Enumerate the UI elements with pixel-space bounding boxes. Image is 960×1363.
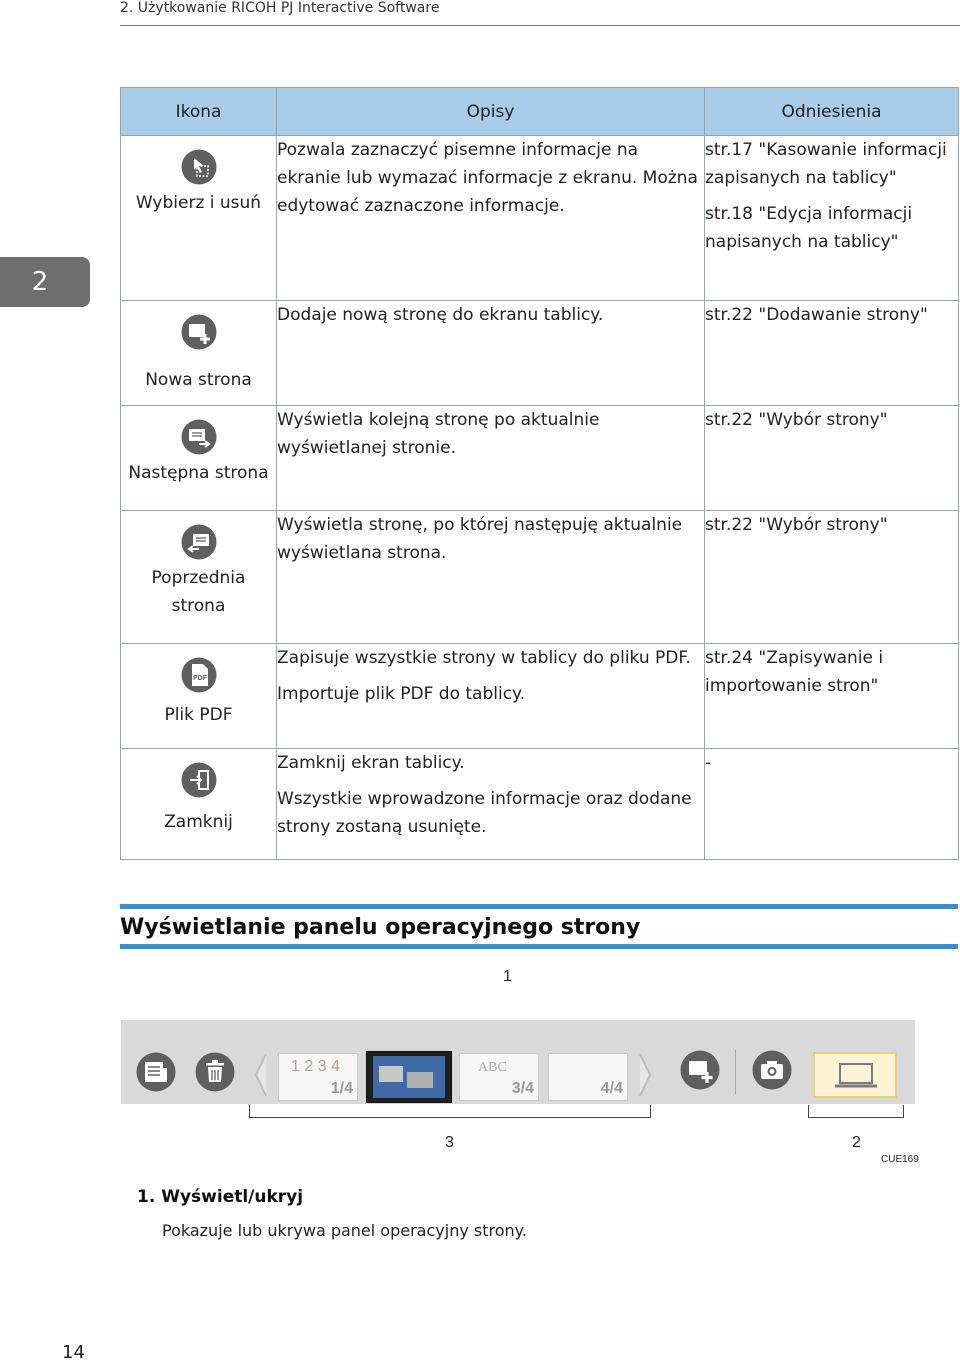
icon-label: Poprzednia strona: [151, 568, 246, 616]
close-exit-icon: [181, 762, 217, 798]
reference-link[interactable]: str.22 "Wybór strony": [705, 410, 888, 430]
icon-label: Następna strona: [128, 463, 269, 483]
description-text: Wyświetla stronę, po której następuję aktualnie wyświetlana strona.: [277, 515, 683, 563]
trash-icon[interactable]: [195, 1052, 235, 1092]
page-number-label: 1/4: [330, 1080, 353, 1097]
page-thumbnail[interactable]: [278, 1053, 358, 1101]
page-number: 14: [62, 1342, 85, 1363]
thumbnail-window: [379, 1066, 403, 1082]
page-thumbnail[interactable]: [459, 1053, 539, 1101]
section-title: Wyświetlanie panelu operacyjnego strony: [120, 915, 641, 940]
table-row: [121, 644, 959, 749]
running-header: 2. Użytkowanie RICOH PJ Interactive Software: [120, 0, 440, 16]
next-page-icon: [181, 419, 217, 455]
section-bottom-rule: [120, 944, 958, 949]
pdf-file-icon: [181, 657, 217, 693]
display-screen-button[interactable]: [813, 1052, 897, 1098]
panel-divider: [735, 1050, 736, 1094]
new-page-icon[interactable]: [680, 1050, 720, 1090]
description-text: Wyświetla kolejną stronę po aktualnie wyświetlanej stronie.: [277, 410, 600, 458]
description-text: Dodaje nową stronę do ekranu tablicy.: [277, 305, 604, 325]
icon-table: [120, 87, 959, 860]
reference-link[interactable]: str.22 "Dodawanie strony": [705, 305, 928, 325]
reference-link[interactable]: str.18 "Edycja informacji napisanych na tablicy": [705, 204, 913, 252]
page-number-label: 4/4: [600, 1080, 623, 1097]
thumbnail-window: [407, 1072, 433, 1088]
laptop-icon: [833, 1062, 879, 1090]
description-text: Zamknij ekran tablicy.: [277, 753, 465, 773]
previous-page-icon: [181, 524, 217, 560]
camera-icon[interactable]: [752, 1050, 792, 1090]
column-header-desc: Opisy: [277, 88, 705, 136]
table-row: [121, 511, 959, 644]
page-number-label: 3/4: [511, 1080, 534, 1097]
description-text: Zapisuje wszystkie strony w tablicy do pliku PDF.: [277, 648, 691, 668]
table-row: [121, 136, 959, 301]
table-row: [121, 301, 959, 406]
callout-2: 2: [852, 1134, 861, 1151]
scroll-right-icon[interactable]: [637, 1052, 653, 1098]
figure-code: CUE169: [881, 1154, 919, 1165]
table-row: [121, 749, 959, 860]
reference-link[interactable]: str.22 "Wybór strony": [705, 515, 888, 535]
callout-bracket-3: [249, 1105, 651, 1118]
page-list-icon[interactable]: [136, 1052, 176, 1092]
chapter-tab: 2: [0, 257, 90, 307]
new-page-icon: [181, 314, 217, 350]
header-rule: [120, 25, 960, 26]
callout-1: 1: [503, 968, 512, 985]
page-thumbnail-current[interactable]: [366, 1051, 452, 1103]
svg-text:PDF: PDF: [192, 675, 207, 682]
icon-label: Wybierz i usuń: [135, 193, 262, 213]
scroll-left-icon[interactable]: [253, 1052, 269, 1098]
section-heading: [120, 904, 958, 949]
description-text: Wszystkie wprowadzone informacje oraz dodane strony zostaną usunięte.: [277, 789, 692, 837]
table-header-row: [121, 88, 959, 136]
table-row: [121, 406, 959, 511]
column-header-ref: Odniesienia: [705, 88, 959, 136]
reference-link[interactable]: str.24 "Zapisywanie i importowanie stron": [705, 648, 884, 696]
thumbnail-content: ABC: [478, 1060, 507, 1075]
description-text: Importuje plik PDF do tablicy.: [277, 684, 526, 704]
thumbnail-content: 1 2 3 4: [291, 1058, 340, 1075]
reference-text: -: [705, 753, 712, 773]
callout-3: 3: [445, 1134, 454, 1151]
icon-label: Plik PDF: [164, 705, 233, 725]
select-delete-icon: [181, 149, 217, 185]
icon-label: Nowa strona: [145, 370, 252, 390]
icon-label: Zamknij: [164, 812, 233, 832]
description-text: Pozwala zaznaczyć pisemne informacje na ekranie lub wymazać informacje z ekranu. Można edytować zaznaczone informacje.: [277, 140, 698, 216]
list-item-title: 1. Wyświetl/ukryj: [137, 1187, 304, 1207]
callout-bracket-2: [808, 1105, 904, 1118]
column-header-icon: Ikona: [121, 88, 277, 136]
reference-link[interactable]: str.17 "Kasowanie informacji zapisanych na tablicy": [705, 140, 947, 188]
page-thumbnail[interactable]: [548, 1053, 628, 1101]
list-item-description: Pokazuje lub ukrywa panel operacyjny strony.: [162, 1221, 527, 1240]
